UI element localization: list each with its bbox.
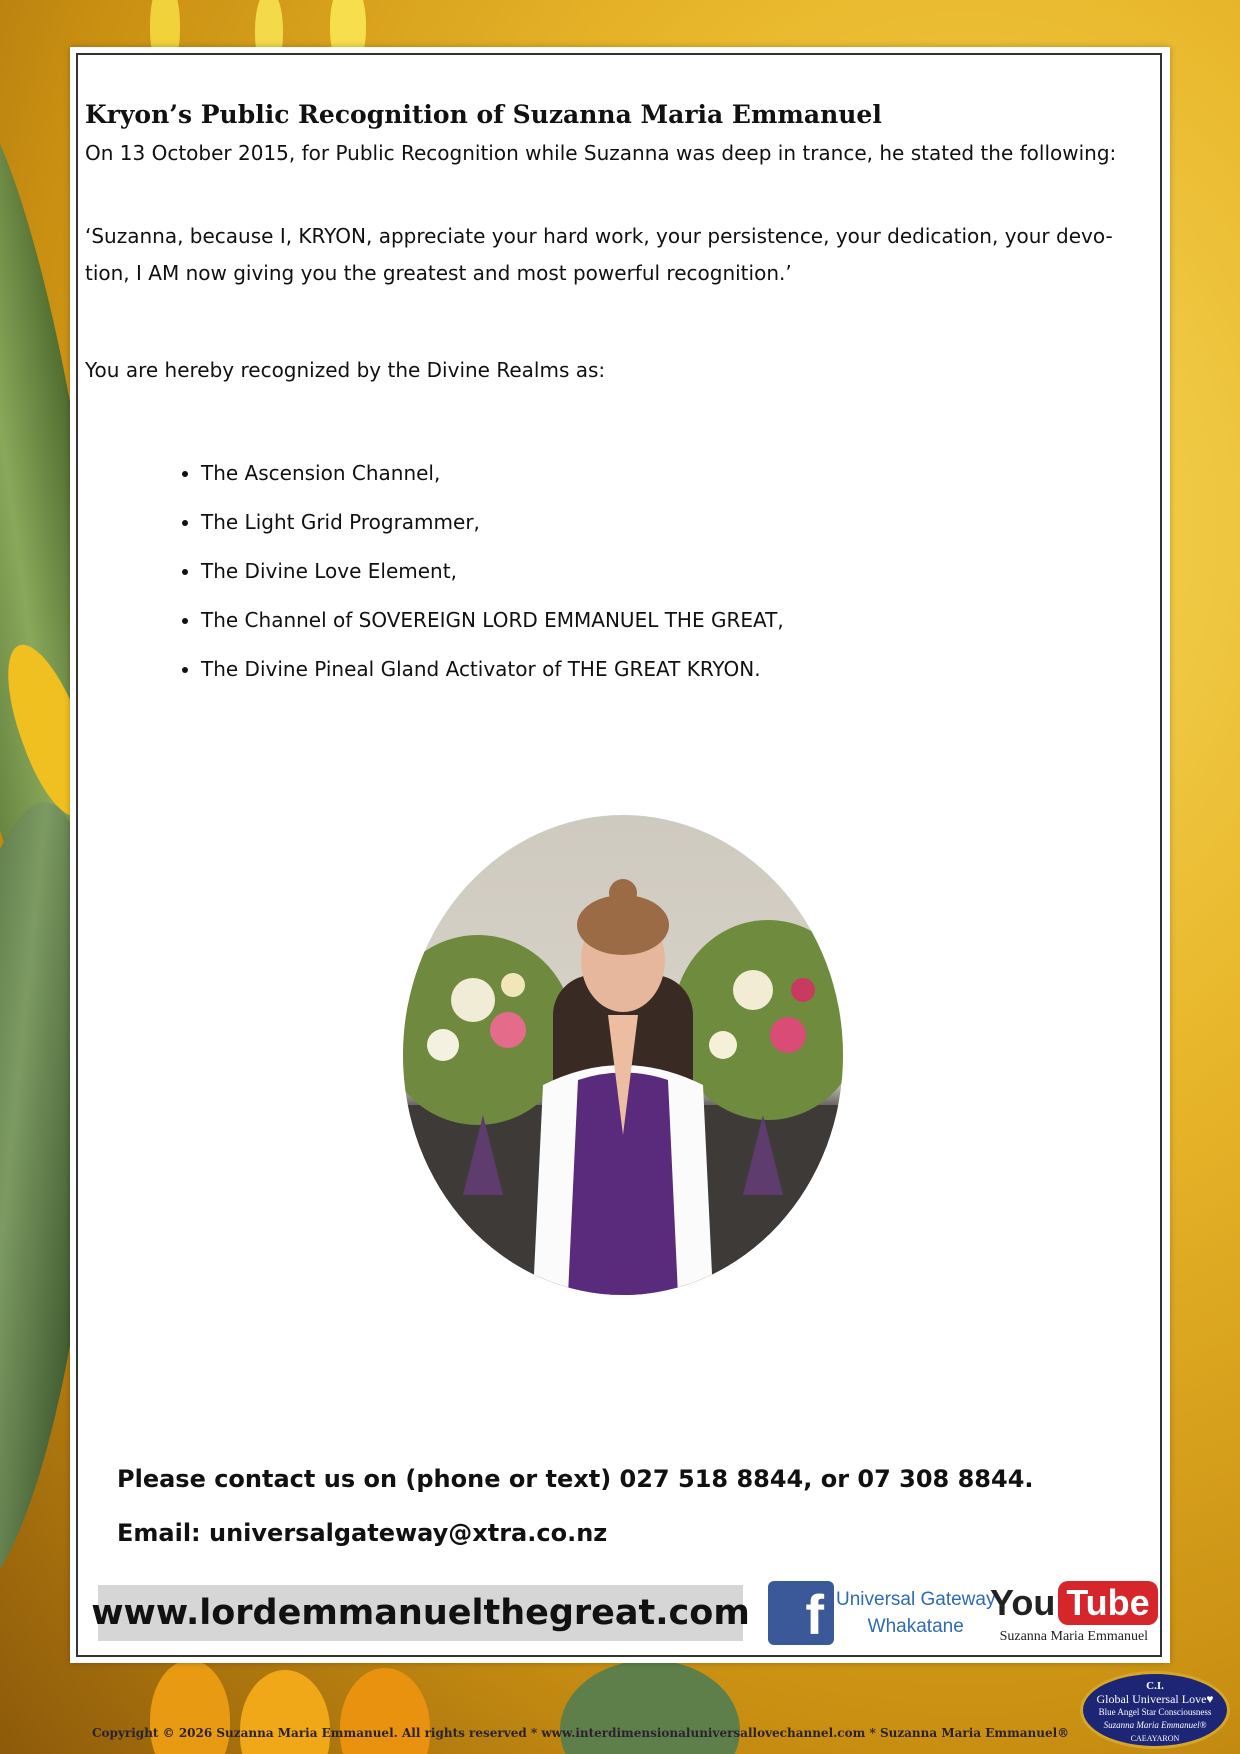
facebook-line: Universal Gateway (836, 1589, 996, 1610)
contact-info (117, 1452, 1034, 1560)
global-universal-love-seal (1080, 1671, 1230, 1749)
quote-line: ‘Suzanna, because I, KRYON, appreciate your hard work, your persistence, your dedication, your devo- (85, 224, 1113, 248)
youtube-badge[interactable] (990, 1581, 1158, 1645)
copyright-notice: Copyright © 2026 Suzanna Maria Emmanuel. All rights reserved * www.interdimensionaluniversallovechannel.com * Suzanna Maria Emmanuel® (92, 1726, 1070, 1740)
recognition-intro: You are hereby recognized by the Divine Realms as: (85, 358, 606, 382)
contact-phone: Please contact us on (phone or text) 027 518 8844, or 07 308 8844. (117, 1465, 1034, 1493)
orange-petal (240, 1670, 330, 1754)
list-item: • The Light Grid Programmer, (201, 498, 1145, 547)
portrait-illustration (403, 815, 843, 1295)
youtube-you: You (990, 1582, 1056, 1623)
contact-email: Email: universalgateway@xtra.co.nz (117, 1519, 608, 1547)
website-link[interactable]: www.lordemmanuelthegreat.com (91, 1593, 750, 1633)
facebook-page-name[interactable] (836, 1586, 995, 1640)
document-body (85, 95, 1145, 694)
seal-line: CAEAYARON (1130, 1734, 1180, 1743)
orange-petal (340, 1668, 430, 1754)
seal-line: Global Universal Love♥ (1096, 1692, 1214, 1706)
facebook-badge[interactable] (768, 1581, 995, 1645)
seal-line: C.I. (1146, 1680, 1164, 1692)
honors-list (85, 449, 1145, 694)
quote-line: tion, I AM now giving you the greatest and most powerful recognition.’ (85, 261, 792, 285)
youtube-icon[interactable] (990, 1581, 1158, 1625)
portrait-photo (403, 815, 843, 1295)
kryon-quote (85, 218, 1145, 292)
facebook-line: Whakatane (867, 1616, 964, 1637)
website-banner[interactable] (91, 1585, 750, 1641)
intro-text: On 13 October 2015, for Public Recognition while Suzanna was deep in trance, he stated the following: (85, 141, 1117, 165)
list-item: • The Divine Pineal Gland Activator of THE GREAT KRYON. (201, 645, 1145, 694)
youtube-tube: Tube (1058, 1581, 1157, 1625)
seal-line: Suzanna Maria Emmanuel® (1103, 1720, 1207, 1730)
seal-line: Blue Angel Star Consciousness (1098, 1707, 1212, 1717)
youtube-channel-name: Suzanna Maria Emmanuel (999, 1629, 1149, 1644)
list-item: • The Ascension Channel, (201, 449, 1145, 498)
facebook-icon[interactable]: f (768, 1581, 834, 1645)
page-title: Kryon’s Public Recognition of Suzanna Maria Emmanuel (85, 100, 882, 129)
list-item: • The Channel of SOVEREIGN LORD EMMANUEL THE GREAT, (201, 596, 1145, 645)
list-item: • The Divine Love Element, (201, 547, 1145, 596)
